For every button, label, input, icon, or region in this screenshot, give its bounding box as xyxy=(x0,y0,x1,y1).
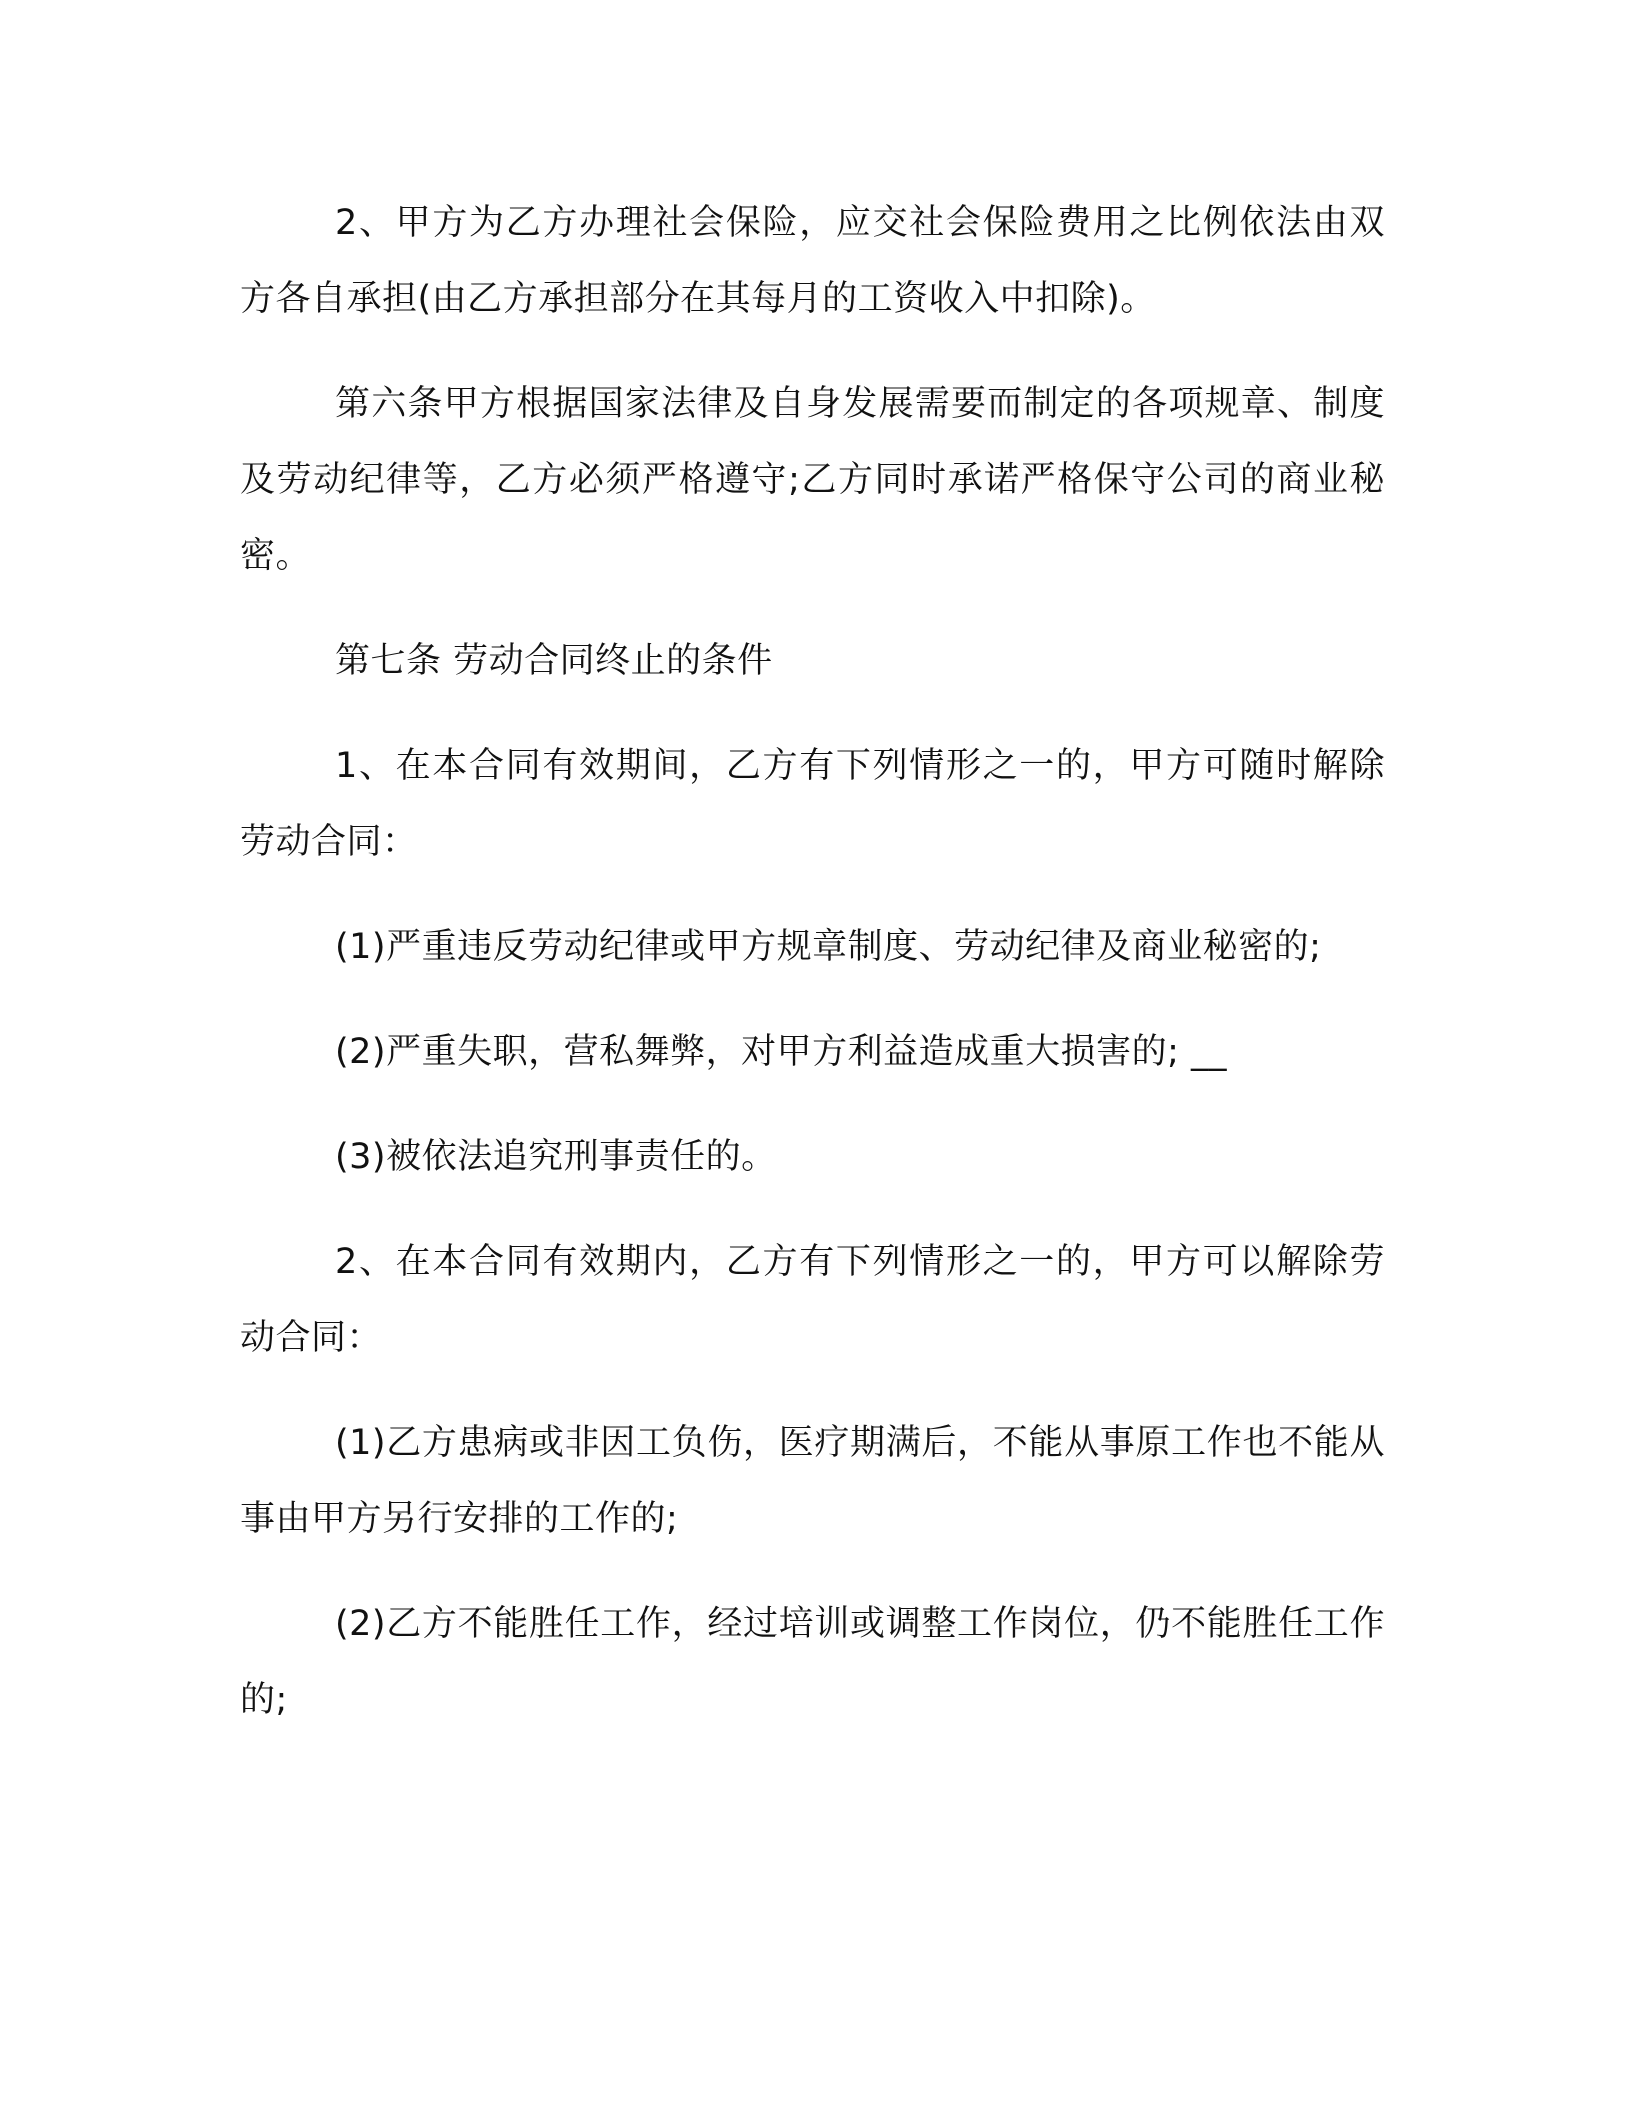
paragraph-social-insurance: 2、甲方为乙方办理社会保险，应交社会保险费用之比例依法由双方各自承担(由乙方承担部分在其每月的工资收入中扣除)。 xyxy=(240,203,1385,319)
list-item-1-3: (3)被依法追究刑事责任的。 xyxy=(335,1137,777,1177)
heading-article-7: 第七条 劳动合同终止的条件 xyxy=(335,641,773,681)
list-item-2-2: (2)乙方不能胜任工作，经过培训或调整工作岗位，仍不能胜任工作的; xyxy=(240,1604,1385,1720)
paragraph-clause-1: 1、在本合同有效期间，乙方有下列情形之一的，甲方可随时解除劳动合同： xyxy=(240,746,1385,862)
list-item-1-1: (1)严重违反劳动纪律或甲方规章制度、劳动纪律及商业秘密的; xyxy=(335,927,1322,967)
document-page xyxy=(240,185,1385,1738)
paragraph-clause-2: 2、在本合同有效期内，乙方有下列情形之一的，甲方可以解除劳动合同： xyxy=(240,1242,1385,1358)
list-item-1-2: (2)严重失职，营私舞弊，对甲方利益造成重大损害的; __ xyxy=(335,1032,1227,1072)
paragraph-article-6: 第六条甲方根据国家法律及自身发展需要而制定的各项规章、制度及劳动纪律等，乙方必须严格遵守;乙方同时承诺严格保守公司的商业秘密。 xyxy=(240,384,1385,576)
list-item-2-1: (1)乙方患病或非因工负伤，医疗期满后，不能从事原工作也不能从事由甲方另行安排的工作的; xyxy=(240,1423,1385,1539)
